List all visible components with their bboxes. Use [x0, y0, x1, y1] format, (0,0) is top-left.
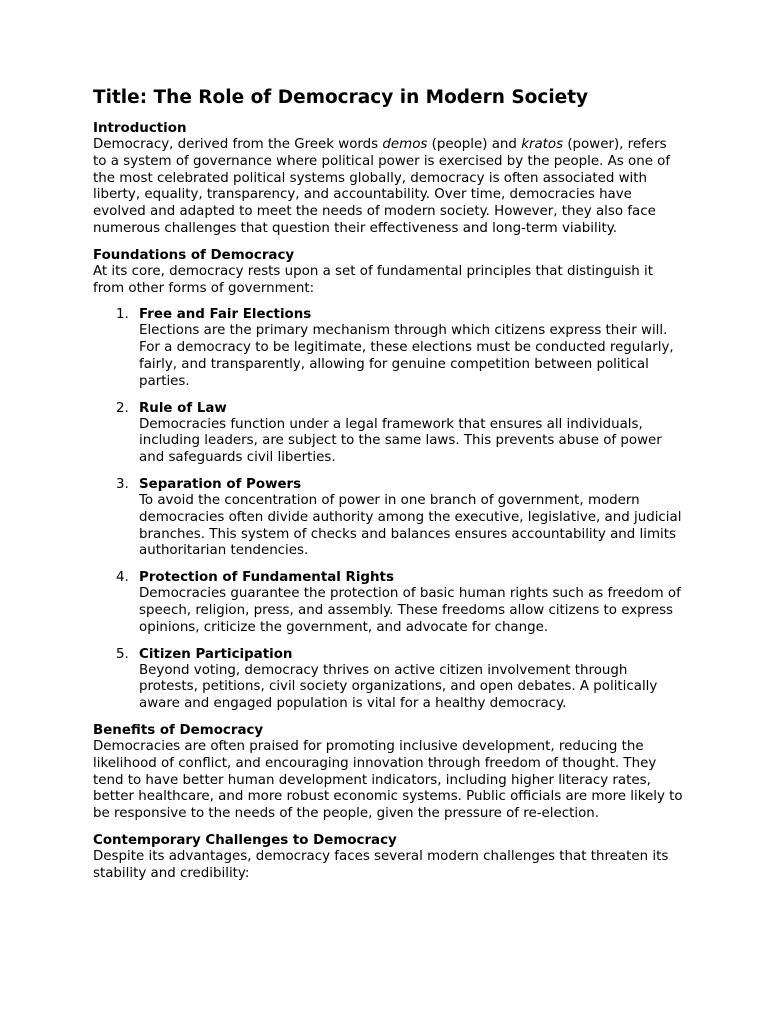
- list-item: [93, 400, 683, 467]
- list-item-title: Separation of Powers: [139, 476, 302, 492]
- document-page: [93, 86, 683, 892]
- foundations-heading: Foundations of Democracy: [93, 247, 295, 263]
- introduction-text-part: (people) and: [427, 137, 522, 152]
- list-item-title: Protection of Fundamental Rights: [139, 570, 394, 586]
- challenges-text: Despite its advantages, democracy faces several modern challenges that threaten its stability and credibility:: [93, 848, 669, 881]
- introduction-text: [93, 137, 683, 238]
- introduction-heading: Introduction: [93, 121, 187, 136]
- list-item-number: 4.: [116, 570, 129, 586]
- list-item-number: 5.: [116, 646, 129, 662]
- list-item-number: 3.: [116, 476, 129, 492]
- introduction-section: [93, 120, 683, 238]
- benefits-text: Democracies are often praised for promoting inclusive development, reducing the likelihood of conflict, and encouraging innovation through freedom of thought. They tend to have better human development indicators, including higher literacy rates, better healthcare, and more robust economic systems. Public officials are more likely to be responsive to the needs of the people, given the pressure of re-election.: [93, 738, 683, 822]
- list-item-title: Rule of Law: [139, 400, 227, 416]
- introduction-text-part: (power), refers to a system of governance where political power is exercised by the people. As one of the most celebrated political systems globally, democracy is often associated with liberty, equality, transparency, and accountability. Over time, democracies have evolved and adapted to meet the needs of modern society. However, they also face numerous challenges that question their effectiveness and long-term viability.: [93, 137, 671, 236]
- list-item-text: Democracies guarantee the protection of basic human rights such as freedom of speech, religion, press, and assembly. These freedoms allow citizens to express opinions, criticize the government, and advocate for change.: [139, 586, 681, 635]
- list-item-title: Free and Fair Elections: [139, 307, 312, 323]
- greek-term-kratos: kratos: [521, 137, 564, 152]
- challenges-section: [93, 832, 683, 883]
- foundations-text: At its core, democracy rests upon a set of fundamental principles that distinguish it from other forms of government:: [93, 263, 654, 296]
- list-item: [93, 646, 683, 713]
- list-item-text: To avoid the concentration of power in one branch of government, modern democracies often divide authority among the executive, legislative, and judicial branches. This system of checks and balances ensures accountability and limits authoritarian tendencies.: [139, 492, 682, 559]
- principles-list: [93, 306, 683, 713]
- benefits-section: [93, 722, 683, 823]
- document-title: Title: The Role of Democracy in Modern Society: [93, 87, 589, 108]
- list-item-number: 2.: [116, 400, 129, 416]
- list-item: [93, 569, 683, 636]
- list-item-title: Citizen Participation: [139, 646, 293, 662]
- list-item-text: Beyond voting, democracy thrives on active citizen involvement through protests, petitions, civil society organizations, and open debates. A politically aware and engaged population is vital for a healthy democracy.: [139, 662, 658, 712]
- list-item: [93, 306, 683, 390]
- challenges-heading: Contemporary Challenges to Democracy: [93, 832, 397, 848]
- list-item-text: Democracies function under a legal framework that ensures all individuals, including leaders, are subject to the same laws. This prevents abuse of power and safeguards civil liberties.: [139, 416, 662, 466]
- list-item-number: 1.: [116, 307, 129, 323]
- list-item: [93, 476, 683, 560]
- foundations-section: [93, 247, 683, 713]
- list-item-text: Elections are the primary mechanism through which citizens express their will. For a democracy to be legitimate, these elections must be conducted regularly, fairly, and transparently, allowing for genuine competition between political parties.: [139, 323, 674, 389]
- benefits-heading: Benefits of Democracy: [93, 722, 264, 738]
- introduction-text-part: Democracy, derived from the Greek words: [93, 137, 383, 152]
- greek-term-demos: demos: [382, 137, 428, 152]
